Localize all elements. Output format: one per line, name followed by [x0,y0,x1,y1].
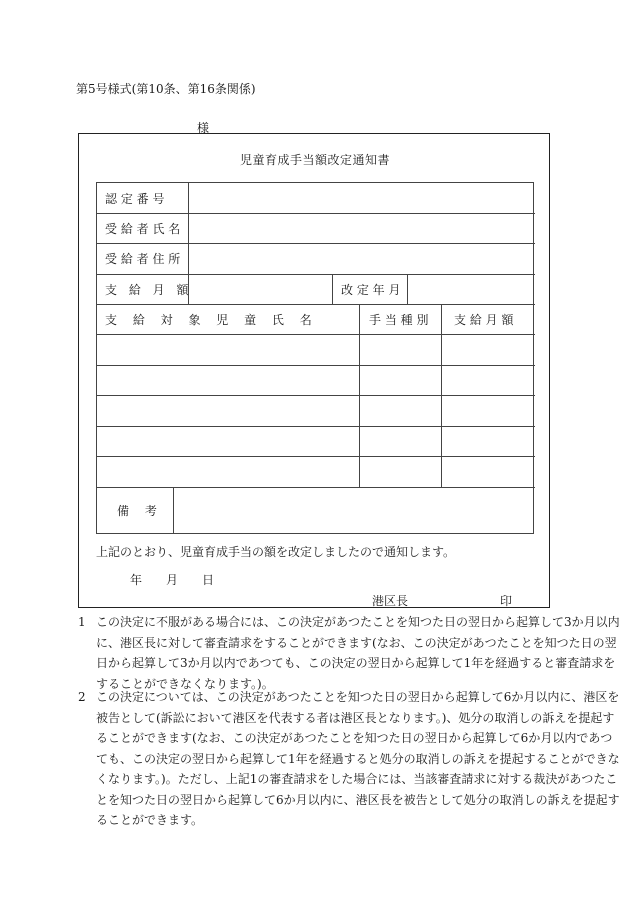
label-monthly-amount: 支 給 月 額 [105,283,189,297]
seal-mark: 印 [500,594,513,608]
row-divider [97,304,535,305]
note-1 [78,612,626,696]
label-revision-month: 改 定 年 月 [341,283,401,297]
issuer-mayor: 港区長 [372,594,409,608]
notice-text: 上記のとおり、児童育成手当の額を改定しましたので通知します。 [96,545,456,559]
row-divider [97,334,535,335]
row-divider [97,487,535,488]
row-divider [97,243,535,244]
label-recipient-name: 受 給 者 氏 名 [105,222,181,236]
row-divider [97,426,535,427]
row-divider [97,274,535,275]
form-title: 児童育成手当額改定通知書 [239,153,390,167]
note-text: この決定については、この決定があつたことを知つた日の翌日から起算して6か月以内に、港区を被告として(訴訟において港区を代表する者は港区長となります。)、処分の取消しの訴えを提起することができます(なお、この決定があつたことを知つた日の翌日から起算して6か月以内であつても、この決定の翌日から起算して1年を経過すると処分の取消しの訴えを提起することができなくなります。)。ただし、上記1の審査請求をした場合には、当該審査請求に対する裁決があつたことを知つた日の翌日から起算して6か月以内に、港区長を被告として処分の取消しの訴えを提起することができます。 [96,690,620,827]
date-line: 年 月 日 [130,573,215,587]
col-divider [359,304,360,487]
col-divider [332,274,333,304]
row-divider [97,213,535,214]
row-divider [97,456,535,457]
header-allowance-type: 手 当 種 別 [369,313,429,327]
row-divider [97,365,535,366]
note-2 [78,687,626,827]
form-table [96,182,534,534]
header-child-name: 支 給 対 象 児 童 氏 名 [105,313,312,327]
note-number: 1 [78,615,86,629]
label-certification-number: 認 定 番 号 [105,192,165,206]
col-divider [441,304,442,487]
form-number: 第5号様式(第10条、第16条関係) [76,82,256,96]
label-recipient-address: 受 給 者 住 所 [105,252,181,266]
recipient-honorific: 様 [197,121,210,135]
note-number: 2 [78,690,86,704]
row-divider [97,395,535,396]
label-remarks: 備 考 [117,504,157,518]
col-divider [173,487,174,534]
col-divider [407,274,408,304]
header-amount: 支 給 月 額 [454,313,514,327]
note-text: この決定に不服がある場合には、この決定があつたことを知つた日の翌日から起算して3か月以内に、港区長に対して審査請求をすることができます(なお、この決定があつたことを知つた日の翌日から起算して3か月以内であつても、この決定の翌日から起算して1年を経過すると審査請求をすることができなくなります。)。 [96,615,620,691]
